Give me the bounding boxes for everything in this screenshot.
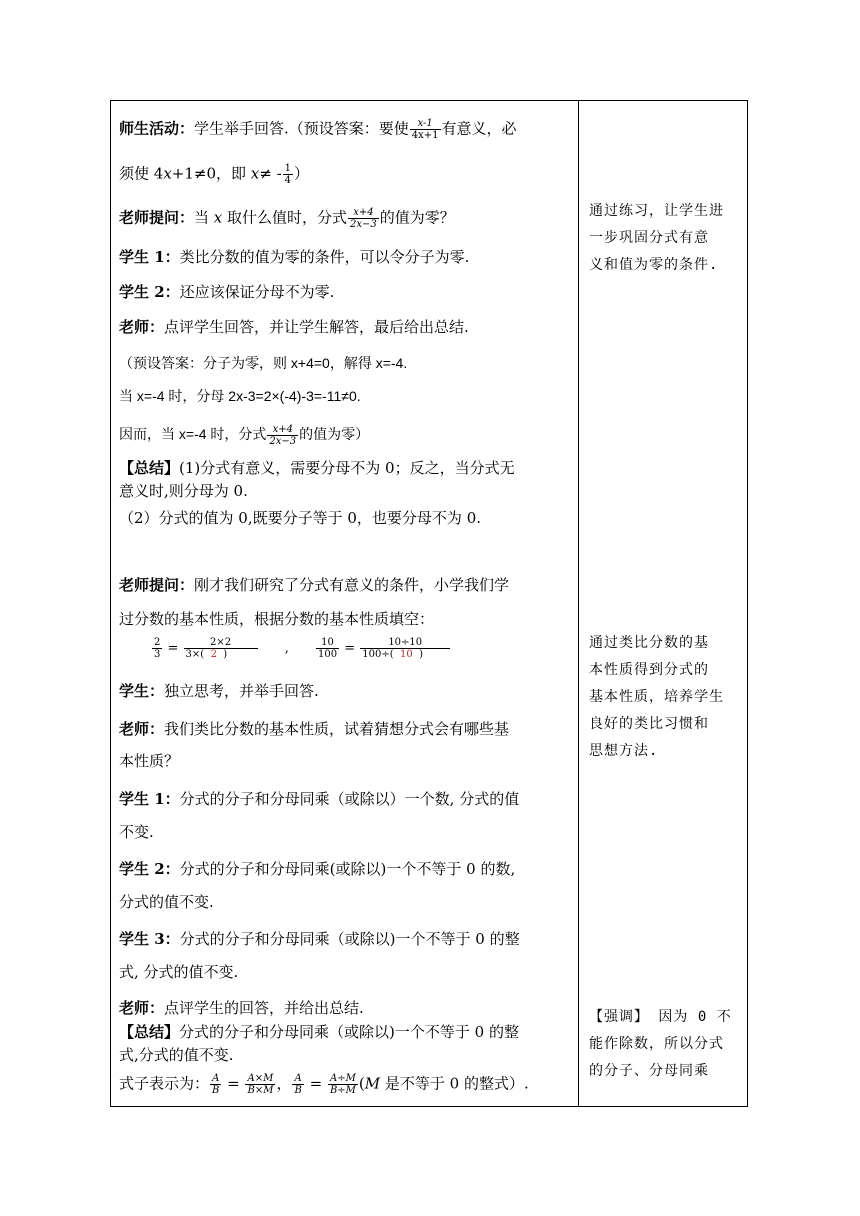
fraction: $\frac{A\times M}{B\times M}$	[247, 1073, 274, 1096]
role-label: 学生 2：	[119, 860, 180, 878]
text-line: 学生：独立思考，并举手回答.	[119, 682, 319, 700]
text-line: 师生活动：学生举手回答.（预设答案：要使 $\frac{x-1}{4x+1}$ 有意义，必	[119, 118, 517, 141]
text-line: （2）分式的值为 0,既要分子等于 0，也要分母不为 0.	[119, 509, 482, 527]
fraction: $\frac{2\times 2}{3\times( 2 )}$	[184, 637, 258, 660]
fraction: $\frac{x-1}{4x+1}$	[411, 118, 439, 141]
text-line: 当 x=-4 时，分母 2x-3=2×(-4)-3=-11≠0.	[119, 388, 361, 404]
role-label: 学生 1：	[119, 248, 180, 266]
fraction: $\frac{A}{B}$	[212, 1073, 220, 1096]
text-line: （预设答案：分子为零，则 x+4=0，解得 x=-4.	[119, 355, 408, 371]
answer-blank: 2	[210, 649, 217, 660]
role-label: 老师：	[119, 720, 165, 738]
summary-label: 【总结】	[119, 459, 180, 477]
text-line: 因而，当 x=-4 时，分式 $\frac{x+4}{2x-3}$ 的值为零）	[119, 424, 370, 447]
fraction: $\frac{10}{100}$	[317, 637, 338, 660]
role-label: 老师：	[119, 318, 165, 336]
column-divider	[578, 101, 579, 1106]
text-line: 过分数的基本性质，根据分数的基本性质填空：	[119, 610, 435, 628]
design-note: 【强调】 因为 0 不 能作除数，所以分式 的分子、分母同乘	[589, 1009, 732, 1079]
text-line: 本性质？	[119, 752, 180, 770]
text-line: 【总结】(1)分式有意义，需要分母不为 0；反之，当分式无	[119, 459, 515, 477]
text-line: 式,分式的值不变.	[119, 1046, 234, 1064]
text-line: 老师：点评学生回答，并让学生解答，最后给出总结.	[119, 318, 469, 336]
text-line: 老师：我们类比分数的基本性质，试着猜想分式会有哪些基	[119, 720, 510, 738]
text-line: 式, 分式的值不变.	[119, 963, 239, 981]
text-line: 老师：点评学生的回答，并给出总结.	[119, 999, 364, 1017]
role-label: 老师提问：	[119, 208, 195, 227]
text-line: 学生 3：分式的分子和分母同乘（或除以)一个不等于 0 的整	[119, 930, 520, 948]
text-line: 不变.	[119, 823, 154, 841]
formula-line: 式子表示为： $\frac{A}{B}$ = $\frac{A\times M}{B\times M}$ ， $\frac{A}{B}$ = $\frac{A\div M}{B\div M}$ (M 是不等于 0 的整式）.	[119, 1073, 529, 1096]
fraction: $\frac{2}{3}$	[154, 637, 161, 660]
fraction-fill-line: $\frac{2}{3}$ = $\frac{2\times 2}{3\times( 2 )}$ , $\frac{10}{100}$ = $\frac{10\div 10}{100\div( 10 )}$	[151, 637, 451, 660]
text-line: 学生 1：类比分数的值为零的条件，可以令分子为零.	[119, 248, 470, 266]
fraction: $\frac{x+4}{2x-3}$	[350, 207, 377, 230]
fraction: $\frac{x+4}{2x-3}$	[269, 424, 297, 447]
design-note: 通过练习，让学生进 一步巩固分式有意 义和值为零的条件.	[589, 203, 724, 273]
role-label: 师生活动：	[119, 119, 195, 138]
role-label: 学生 2：	[119, 283, 180, 301]
text-line: 须使 4x+1≠0，即 x≠ - $\frac{1}{4}$ ）	[119, 163, 310, 186]
fraction: $\frac{10\div 10}{100\div( 10 )}$	[360, 637, 450, 660]
text-line: 老师提问：刚才我们研究了分式有意义的条件，小学我们学	[119, 576, 510, 594]
fraction: $\frac{A}{B}$	[294, 1073, 302, 1096]
answer-blank: 10	[399, 649, 413, 660]
fraction: $\frac{1}{4}$	[284, 163, 292, 186]
text-line: 学生 1：分式的分子和分母同乘（或除以）一个数, 分式的值	[119, 790, 520, 808]
role-label: 学生 1：	[119, 790, 180, 808]
summary-label: 【总结】	[119, 1023, 180, 1041]
role-label: 老师：	[119, 999, 165, 1017]
text-line: 学生 2：分式的分子和分母同乘(或除以)一个不等于 0 的数,	[119, 860, 516, 878]
text-line: 【总结】分式的分子和分母同乘（或除以)一个不等于 0 的整	[119, 1023, 519, 1041]
text-line: 老师提问：当 x 取什么值时，分式 $\frac{x+4}{2x-3}$ 的值为零？	[119, 207, 455, 230]
lesson-table	[110, 100, 748, 1107]
text-line: 学生 2：还应该保证分母不为零.	[119, 283, 335, 301]
fraction: $\frac{A\div M}{B\div M}$	[329, 1073, 356, 1096]
role-label: 学生 3：	[119, 930, 180, 948]
text-line: 分式的值不变.	[119, 893, 214, 911]
role-label: 学生：	[119, 682, 165, 700]
role-label: 老师提问：	[119, 576, 195, 594]
text-line: 意义时,则分母为 0.	[119, 482, 248, 500]
design-note: 通过类比分数的基 本性质得到分式的 基本性质，培养学生 良好的类比习惯和 思想方法.	[589, 635, 724, 759]
